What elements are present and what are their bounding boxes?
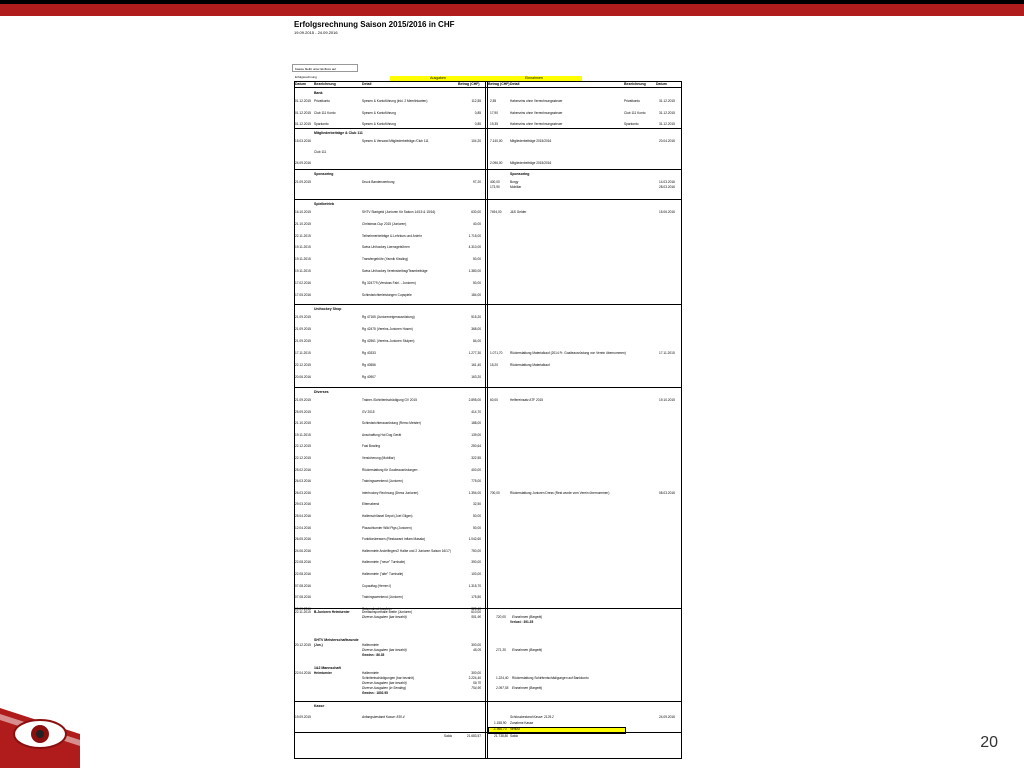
saldo-einnahmen: 21.738,80 [494,734,509,738]
row-amount-ausgaben: 750,00 [471,548,481,553]
row-detail: Interhockey Rechnung (Dress Junioren) [362,490,419,495]
row-date: 21.09.2015 [295,398,311,402]
row-detail: Versicherung (Mobiliar) [362,456,395,460]
event-date: 20.12.2015 [295,643,311,647]
row-amount-ausgaben: 322,55 [471,456,481,460]
row-detail: Saisonabschlussfeier [362,606,393,611]
row-date: 01.12.2015 [295,122,311,126]
row-detail-einnahmen: Burgy [510,180,519,184]
row-amount-ausgaben: 1.277,30 [468,351,481,355]
row-amount-einnahmen: 7494,00 [490,210,502,214]
row-date-einnahmen: 17.11.2015 [659,351,675,355]
kasse-date: 19.09.2015 [295,715,311,719]
event-income: 720,05 [496,615,506,619]
row-date: 22.08.2016 [295,572,311,576]
row-amount-ausgaben: 188,00 [471,421,481,426]
event-amount: 2.224,40 [468,676,481,680]
section-mannschaft: 1&2 Mannschaft [314,666,341,670]
row-amount-ausgaben: 1.042,60 [468,537,481,542]
row-amount-ausgaben: 1.394,00 [468,490,481,495]
row-date-einnahmen: 08.03.2016 [659,490,675,495]
row-amount-ausgaben: 50,00 [473,514,481,518]
row-detail: SHTV Startgeld (Junioren für Saison 14/15 & 15/16) [362,210,436,214]
ledger-row [294,281,682,287]
saldo-label: Saldo [444,734,453,738]
row-detail: Spesen & Kontoführung [362,122,396,126]
row-detail: Rg 40556 [362,363,376,367]
row-amount-einnahmen: 1.071,70 [490,351,503,355]
row-detail: Rg 40907 [362,375,376,379]
event-income: 2.097,55 [496,686,509,690]
ledger-row [294,502,682,508]
row-amount-ausgaben: 630,00 [471,210,481,214]
loss-amount: -1.950,70 [493,727,507,731]
event-income: 1.224,40 [496,676,509,680]
row-date: 01.12.2015 [295,110,311,115]
event-amount: 300,00 [471,671,481,675]
row-date: 22.08.2016 [295,560,311,565]
section-label: Unihockey Shop [314,307,342,311]
row-detail: Rg 40333 [362,351,376,355]
row-date: 20.06.2016 [295,375,311,379]
col-datum: Datum [295,82,306,86]
row-date: 15.03.2016 [295,139,311,143]
row-date: 21.09.2015 [295,339,311,343]
row-detail: Plauschturnier Wild Pigs (Junioren) [362,525,412,530]
row-detail: Rg 47165 (Junioreneigenausrüstung) [362,315,415,319]
row-detail: Schiedsrichterleistungen Cupspiele [362,292,412,297]
club-logo [0,694,80,768]
row-date: 07.08.2016 [295,583,311,588]
row-detail: Anschaffung Hot Dog Gerät [362,432,402,437]
event-name: Heimturnier [314,671,332,675]
section-separator [294,387,682,388]
row-date: 09.09.2016 [295,606,311,611]
row-date-einnahmen: 20.04.2016 [659,139,675,143]
ledger-row [294,234,682,240]
row-date: 21.09.2015 [295,327,311,331]
kasse-start: Anfangsbestand Kasse: 830.4 [362,715,405,719]
row-amount-ausgaben: 515,20 [471,315,481,319]
ledger-row [294,185,682,191]
ledger-row [294,315,682,321]
row-bezeichnung-einnahmen: Privatkonto [624,99,640,103]
ledger-row [294,150,682,156]
report-sheet [294,18,684,740]
ledger-row [294,327,682,333]
row-date: 21.10.2015 [295,221,311,226]
row-amount-ausgaben: 100,00 [471,572,481,576]
saldo-separator [294,732,682,733]
row-date: 22.12.2015 [295,363,311,367]
row-detail: Swiss Unihockey Lizenzgebühren [362,245,410,250]
event-amount: 610,00 [471,610,481,614]
row-detail-einnahmen: Rückerstattung Materialkauf (2014 Fr. Goalieausrüstung von Verein übernommen) [510,351,626,355]
row-date: 12.04.2016 [295,525,311,530]
row-amount-einnahmen: 17,90 [490,110,498,115]
event-line: Diverse Ausgaben (bar bezahlt) [362,615,407,619]
row-amount-ausgaben: 139,00 [471,432,481,437]
ledger-row [294,222,682,228]
section-separator [294,701,682,702]
ledger-row [294,398,682,404]
event-line: Hallenmiete [362,643,379,647]
row-amount-ausgaben: 390,00 [471,560,481,565]
row-amount-einnahmen: 60,00 [490,398,498,402]
event-amount: 754,90 [471,686,481,690]
col-datum-einnahmen: Datum [656,82,667,86]
row-detail-einnahmen: Habenzins ohne Verrechnungssteuer [510,122,563,126]
ledger-row [294,491,682,497]
row-amount-ausgaben: 0,85 [474,122,481,126]
row-date: 19.11.2015 [295,245,311,250]
section-separator [294,169,682,170]
ledger-row [294,210,682,216]
ledger-row [294,421,682,427]
row-amount-ausgaben: 775,00 [471,479,481,484]
section-kasse: Kasse [314,704,325,708]
row-detail: Hallenmiete ("alte" Turnhalle) [362,572,404,576]
row-amount-ausgaben: 97,20 [473,180,481,184]
row-detail: Christmas Cup 2015 (Junioren) [362,221,407,226]
event-income-detail: Einnahmen (Bargeld) [512,648,543,652]
kasse-end-date: 24.09.2016 [659,715,675,719]
event-line: Diverse Ausgaben (in Sending) [362,686,407,690]
row-date: 17.11.2015 [295,351,311,355]
row-detail: Hallenmiete Andelfingen/2 Halbe und 2 Junioren Saison 16/17) [362,548,451,553]
row-detail-einnahmen: Rückerstattung Junioren Dress (Rest wurde vom Verein übernommen) [510,490,610,495]
section-separator [294,128,682,129]
row-detail: Schiedsrichterausrüstung (Remo Meister) [362,421,421,426]
row-amount-ausgaben: 84,00 [473,339,481,343]
row-amount-einnahmen: 400,00 [490,180,500,184]
section-label: Mitgliederbeiträge & Club 111 [314,131,363,135]
ledger-row [294,99,682,105]
row-date: 25.09.2015 [295,409,311,414]
row-detail: Fasi Bowling [362,444,381,449]
kasse-end: Schlussbestand Kasse: 2129.2 [510,715,554,719]
event-shtv-result [294,653,682,659]
row-amount-ausgaben: 50,00 [473,257,481,262]
section-label: Spielbetrieb [314,202,335,206]
row-amount-ausgaben: 0,85 [474,110,481,115]
row-detail-einnahmen: Habenzins ohne Verrechnungssteuer [510,99,563,103]
event-line: Diverse Ausgaben (bar bezahlt) [362,648,407,652]
col-bezeichnung: Bezeichnung [314,82,336,86]
row-date-einnahmen: 31.12.2015 [659,110,675,115]
section-label: Diverses [314,390,329,394]
saldo-row [294,734,682,740]
section-label: Bank [314,91,323,95]
ledger-row [294,363,682,369]
row-date: 22.12.2015 [295,444,311,449]
event-name: B-Junioren Heimturnier [314,610,350,614]
event-amount: 59,70 [473,681,481,685]
row-amount-ausgaben: 2.895,00 [468,398,481,402]
row-bezeichnung-einnahmen: Sparkonto [624,122,639,126]
event-bjunioren-result [294,620,682,626]
row-bezeichnung: Club 111 Konto [314,110,336,115]
row-date: 24.09.2016 [295,161,311,165]
kasse-note: Kassie bleibt unter Einfluss auf Erfolgsrechnung [292,64,358,72]
row-date: 22.12.2015 [295,456,311,460]
row-amount-ausgaben: 184,00 [471,292,481,297]
col-bezeichnung-einnahmen: Bezeichnung [624,82,646,86]
col-betrag-ausgaben: Betrag (CHF) [458,82,480,86]
row-date: 25.02.2016 [295,467,311,472]
row-amount-ausgaben: 104,20 [471,139,481,143]
event-date: 22.11.2015 [295,610,311,614]
ledger-row [294,351,682,357]
event-line: Schiritentschädigungen (bar bezahlt) [362,676,414,680]
row-date: 07.08.2016 [295,595,311,600]
ledger-row [294,456,682,462]
event-amount: 501,90 [471,615,481,619]
row-date: 17.02.2016 [295,280,311,285]
row-detail-einnahmen: Habenzins ohne Verrechnungssteuer [510,110,563,115]
section-label: Sponsoring [314,172,334,176]
ledger-row [294,526,682,532]
row-detail: Rg 324779 (Verstoss Fairl. - Junioren) [362,280,416,285]
page-number: 20 [980,734,998,751]
row-date: 19.11.2015 [295,269,311,273]
row-amount-ausgaben: 175,50 [471,595,481,600]
row-amount-einnahmen: 2.096,00 [490,161,503,165]
row-detail: Swiss Unihockey Vereinsbeitrag/Teambeiträge [362,269,428,273]
ledger-row [294,257,682,263]
row-amount-einnahmen: 700,00 [490,490,500,495]
row-detail: Trainer-/Schiritentschädigung GV 2015 [362,398,417,402]
row-amount-ausgaben: 414,70 [471,409,481,414]
row-date-einnahmen: 28.03.2016 [659,185,675,189]
event-income-detail: Einnahmen (Bargeld) [512,686,543,690]
section-shtv: SHTV Meisterschaftsrunde [314,638,359,642]
row-bezeichnung: Privatkonto [314,99,330,103]
ledger-row [294,572,682,578]
row-date: 19.11.2015 [295,257,311,262]
row-date: 19.11.2015 [295,432,311,437]
row-date: 26.05.2016 [295,537,311,542]
event-amount: 300,00 [471,643,481,647]
event-amount: 45,05 [473,648,481,652]
event-line: Hallenmiete [362,671,379,675]
ledger-row [294,584,682,590]
row-amount-ausgaben: 4.310,00 [468,245,481,250]
ledger-row [294,161,682,167]
saldo-ausgaben: 21.683,57 [466,734,481,738]
ledger-row [294,595,682,601]
report-title: Erfolgsrechnung Saison 2015/2016 in CHF [294,20,455,29]
row-date-einnahmen: 31.12.2015 [659,122,675,126]
row-date: 17.05.2016 [295,292,311,297]
row-detail: Hallenmiete ("neue" Turnhalle) [362,560,406,565]
row-date-einnahmen: 14.03.2016 [659,180,675,184]
event-income: 271,35 [496,648,506,652]
loss-label: Verlust [510,727,520,731]
row-date: 01.12.2015 [295,99,311,103]
row-detail: Teilnehmerbeiträge U-Lehrkurs und Anlehr [362,233,422,238]
row-detail-einnahmen: Helfereinsatz ATF 2015 [510,398,544,402]
row-detail: Elternabend [362,502,380,507]
ledger-row [294,537,682,543]
event-line: Diverse Ausgaben (bar bezahlt) [362,681,407,685]
top-red-bar [0,4,1024,16]
ledger-row [294,245,682,251]
row-detail-einnahmen: J&S Gelder [510,210,527,214]
ledger-row [294,514,682,520]
row-amount-einnahmen: 7.140,00 [490,139,503,143]
section-separator [294,304,682,305]
section-separator [294,608,682,609]
row-detail: Funktionäressen (Restaurant Inflam Masala) [362,537,425,542]
event-date: 22.04.2016 [295,671,311,675]
ledger-row [294,410,682,416]
row-date-einnahmen: 31.12.2015 [659,99,675,103]
row-amount-einnahmen: 173,90 [490,185,500,189]
row-amount-ausgaben: 400,00 [471,467,481,472]
row-detail: Hallenschlüssel Depot (Joel Gilgen) [362,514,413,518]
row-amount-einnahmen: 2,55 [490,99,497,103]
event-line: Dreifachsporthalle Breite (Junioren) [362,610,413,614]
saldo-einnahmen-label: Saldo [510,734,519,738]
row-detail: GV 2015 [362,409,375,414]
row-bezeichnung-einnahmen: Club 111 Konto [624,110,646,115]
row-date-einnahmen: 19.10.2015 [659,398,675,402]
row-amount-ausgaben: 50,00 [473,525,481,530]
kasse-increase-label: Zunahme Kasse [510,721,534,725]
row-date: 22.11.2015 [295,233,311,238]
ledger-row [294,269,682,275]
col-detail-einnahmen: Detail [510,82,520,86]
row-amount-ausgaben: 163,20 [471,375,481,379]
row-amount-ausgaben: 1.715,00 [468,233,481,238]
ausgaben-header: Ausgaben [390,76,486,81]
row-amount-einnahmen: 19,35 [490,122,498,126]
ledger-row [294,468,682,474]
row-bezeichnung: Club 111 [314,150,327,154]
row-detail: Trainingsweekend (Junioren) [362,479,403,484]
ledger-row [294,549,682,555]
row-amount-ausgaben: 32,50 [473,502,481,507]
row-date: 16.10.2015 [295,210,311,214]
row-detail: Druck Bandenwerbung [362,180,395,184]
event-result: Gewinn : 1802.95 [362,691,388,695]
row-detail: Spesen & Kontoführung (inkl. 2 Meerlinkarten) [362,99,428,103]
row-bezeichnung: Sparkonto [314,122,329,126]
report-period: 19.09.2015 - 24.09.2016 [294,30,338,35]
row-date: 21.09.2015 [295,315,311,319]
row-detail: Transfergebühr (Yannik Kissling) [362,257,409,262]
einnahmen-header: Einnahmen [486,76,582,81]
ledger-row [294,139,682,145]
event-m12-result [294,691,682,697]
event-result: Gewinn : 86.35 [362,653,385,657]
row-detail-einnahmen: Mitgliederbeiträge 2015/2016 [510,161,552,165]
row-detail: Spesen & Versand Mitgliederbeiträge /Club 111 [362,139,429,143]
row-amount-ausgaben: 325,40 [471,606,481,611]
section-separator [294,199,682,200]
row-date: 25.04.2016 [295,514,311,518]
row-date: 21.10.2015 [295,421,311,426]
row-amount-ausgaben: 50,00 [473,280,481,285]
row-amount-ausgaben: 161,40 [471,363,481,367]
row-detail: Cupauftag (Herren I) [362,583,392,588]
event-income-detail: Einnahmen (Bargeld) [512,615,543,619]
row-detail: Trainingsweekend (Junioren) [362,595,403,600]
row-amount-ausgaben: 250,64 [471,444,481,449]
event-name: (Jun.) [314,643,323,647]
row-date: 24.06.2016 [295,548,311,553]
section-label-einnahmen: Sponsoring [510,172,530,176]
ledger-row [294,444,682,450]
row-detail: Rückerstattung für Goalieausrüstungen [362,467,418,472]
event-result: Verlust : 391.35 [510,620,534,624]
row-amount-ausgaben: 368,00 [471,327,481,331]
ledger-row [294,375,682,381]
row-amount-ausgaben: 1.380,00 [468,269,481,273]
row-detail: Rg 42561 (Vereins-Junioren Stulpen) [362,339,415,343]
row-date-einnahmen: 15.06.2016 [659,210,675,214]
row-amount-ausgaben: 40,00 [473,221,481,226]
row-detail-einnahmen: Rückerstattung Materialkauf [510,363,550,367]
row-detail-einnahmen: Mobiliar [510,185,522,189]
row-amount-einnahmen: 15,20 [490,363,498,367]
row-date: 26.03.2016 [295,490,311,495]
row-date: 21.09.2015 [295,180,311,184]
row-date: 26.03.2016 [295,479,311,484]
ledger-row [294,111,682,117]
row-date: 29.03.2016 [295,502,311,507]
ledger-row [294,479,682,485]
event-income-detail: Rückerstattung Schiritentschädigungen auf Bankkonto [512,676,589,680]
ledger-row [294,293,682,299]
row-detail: Spesen & Kontoführung [362,110,396,115]
ledger-row [294,339,682,345]
col-betrag-einnahmen: Betrag (CHF) [488,82,510,86]
row-amount-ausgaben: 1.315,70 [468,583,481,588]
ledger-row [294,433,682,439]
ledger-row [294,560,682,566]
row-amount-ausgaben: 112,55 [471,99,481,103]
row-detail-einnahmen: Mitgliederbeiträge 2015/2016 [510,139,552,143]
row-detail: Rg 42475 (Vereins-Junioren Hosen) [362,327,413,331]
col-detail: Detail [362,82,372,86]
kasse-increase-amount: 1.158,90 [494,721,507,725]
